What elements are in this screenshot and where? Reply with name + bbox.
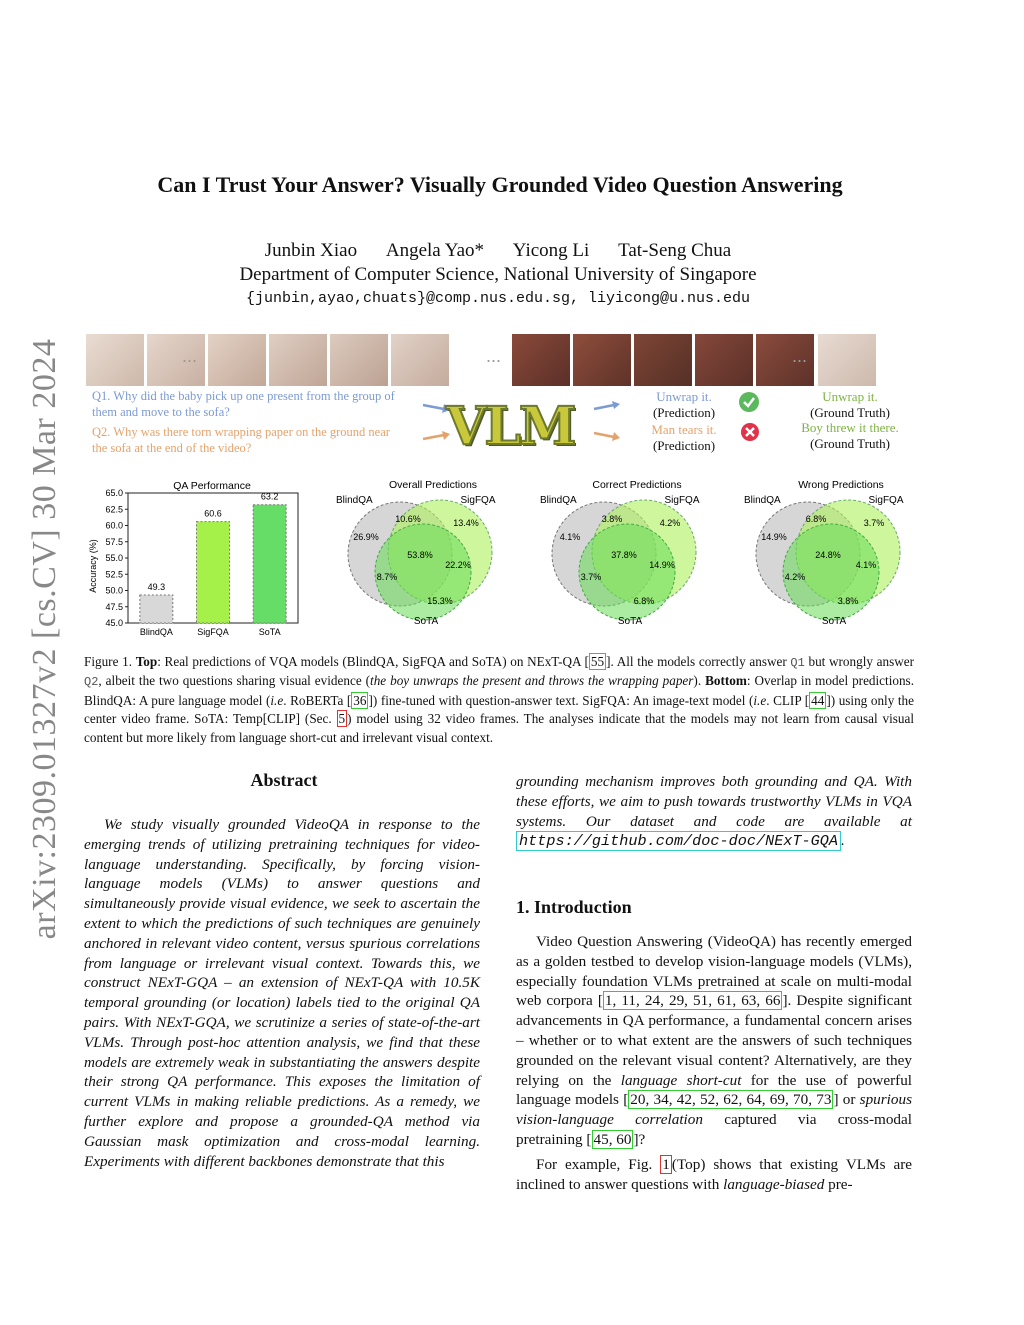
- citation-link[interactable]: 1, 11, 24, 29, 51, 61, 63, 66: [604, 992, 781, 1010]
- bar-value-label: 60.6: [204, 508, 222, 519]
- vlm-logo: VLM: [446, 396, 575, 457]
- video-frame: [512, 334, 570, 386]
- x-tick-label: SigFQA: [197, 627, 229, 637]
- venn-region-label: 3.8%: [601, 514, 623, 524]
- ground-truth-tag: (Ground Truth): [810, 404, 890, 420]
- venn-region-label: 14.9%: [649, 560, 675, 570]
- venn-region-label: 4.2%: [784, 572, 806, 582]
- abstract-heading: Abstract: [250, 770, 318, 790]
- caption-bold: Bottom: [705, 673, 747, 689]
- ellipsis: ...: [486, 346, 502, 366]
- venn-set-label: SoTA: [413, 616, 439, 627]
- intro-text: (Top) shows that existing VLMs are inclined to answer questions with: [516, 1156, 912, 1193]
- venn-region-label: 4.1%: [855, 560, 877, 570]
- x-tick-label: BlindQA: [139, 627, 173, 637]
- citation-link[interactable]: 20, 34, 42, 52, 62, 64, 69, 70, 73: [630, 1091, 832, 1109]
- caption-text: ]) fine-tuned with question-answer text. SigFQA: An image-text model (: [368, 692, 754, 708]
- video-frame: [269, 334, 327, 386]
- ground-truth-1-text: Unwrap it.: [822, 389, 878, 404]
- intro-text: For example, Fig.: [536, 1156, 661, 1173]
- prediction-2: [636, 422, 732, 453]
- ground-truth-1: [790, 389, 910, 420]
- y-tick-label: 57.5: [105, 536, 123, 547]
- author-name: Yicong Li: [512, 240, 590, 261]
- x-tick-label: SoTA: [258, 627, 281, 637]
- bar: [253, 505, 286, 623]
- prediction-2-text: Man tears it.: [651, 422, 717, 437]
- intro-text: ] or: [833, 1091, 860, 1109]
- venn-region-label: 3.8%: [837, 596, 859, 606]
- y-tick-label: 52.5: [105, 569, 123, 580]
- y-tick-label: 60.0: [105, 520, 123, 531]
- author-list: [0, 240, 996, 262]
- venn-set-label: SigFQA: [460, 495, 496, 506]
- caption-text: , albeit the two questions sharing visual evidence (: [98, 673, 371, 689]
- intro-paragraph-1: [516, 932, 912, 1150]
- caption-italic: the boy unwraps the present and throws the wrapping paper: [370, 673, 694, 689]
- citation-link[interactable]: 45, 60: [593, 1130, 632, 1148]
- y-tick-label: 65.0: [105, 488, 123, 498]
- output-arrows: [592, 395, 622, 445]
- author-name: Junbin Xiao: [264, 240, 358, 261]
- venn-set-label: BlindQA: [744, 495, 781, 506]
- intro-paragraph-2: [516, 1155, 912, 1195]
- caption-text: . RoBERTa [: [283, 692, 352, 708]
- bar: [140, 595, 173, 623]
- video-frame: [818, 334, 876, 386]
- author-name: Tat-Seng Chua: [618, 240, 732, 261]
- venn-title: Wrong Predictions: [798, 479, 884, 491]
- abstract-body: We study visually grounded VideoQA in response to the emerging trends of utilizing pretraining techniques for video-language understanding. Specifically, by forcing vision-language models (VLMs) to answer questions and simultaneously provide visual evidence, we seek to ascertain the extent to which the predictions of such techniques are genuinely anchored in relevant video content, versus spurious correlations from language or irrelevant visual context. Towards this, we construct NExT-GQA – an extension of NExT-QA with 10.5K temporal grounding (or location) labels tied to the original QA pairs. With NExT-GQA, we scrutinize a series of state-of-the-art VLMs. Through post-hoc attention analysis, we find that these models are extremely weak in substantiating the answers despite their strong QA performance. This exposes the limitation of current VLMs in making reliable predictions. As a remedy, we further explore and propose a grounded-QA method via Gaussian mask optimization and cross-modal learning. Experiments with different backbones demonstrate that this: [84, 816, 480, 1170]
- caption-text: : Overlap in model predictions. BlindQA: A pure language model (: [84, 673, 914, 708]
- caption-text: ]. All the models correctly answer: [606, 654, 791, 669]
- venn-region-label: 6.8%: [805, 514, 827, 524]
- author-name: Angela Yao*: [385, 240, 485, 261]
- venn-title: Overall Predictions: [388, 479, 478, 491]
- intro-text: pre-: [824, 1175, 853, 1193]
- citation-link[interactable]: 55: [590, 654, 605, 669]
- venn-region-label: 10.6%: [395, 514, 421, 524]
- venn-region-label: 13.4%: [453, 518, 479, 528]
- figure-link[interactable]: 1: [662, 1156, 670, 1173]
- y-tick-label: 50.0: [105, 585, 123, 596]
- video-frame: [208, 334, 266, 386]
- question-1: Q1. Why did the baby pick up one present from the group of them and move to the sofa?: [92, 389, 395, 419]
- qa-performance-chart: [84, 474, 304, 642]
- section-link[interactable]: 5: [338, 711, 346, 727]
- paper-title: Can I Trust Your Answer? Visually Grounded Video Question Answering: [157, 172, 843, 197]
- venn-region-label: 14.9%: [761, 532, 787, 542]
- bar-value-label: 63.2: [260, 491, 279, 502]
- ground-truth-2: [786, 420, 914, 451]
- arrow-out-2: [594, 433, 614, 437]
- arrow-q2: [423, 435, 444, 439]
- intro-text: captured via cross-modal pretraining [: [516, 1111, 912, 1148]
- ground-truth-2-text: Boy threw it there.: [801, 420, 899, 435]
- bar-value-label: 49.3: [147, 582, 166, 593]
- venn-region-label: 4.1%: [559, 532, 581, 542]
- venn-region-label: 37.8%: [611, 550, 637, 560]
- abstract-text: grounding mechanism improves both grounding and QA. With these efforts, we aim to push towards trustworthy VLMs in VQA systems. Our dataset and code are available at: [516, 773, 912, 830]
- venn-set-label: BlindQA: [336, 495, 373, 506]
- caption-label: Figure 1.: [84, 654, 132, 669]
- venn-region-label: 4.2%: [659, 518, 681, 528]
- bar: [197, 522, 230, 623]
- venn-set-label: SigFQA: [868, 495, 904, 506]
- prediction-tag: (Prediction): [652, 404, 716, 420]
- caption-italic: i.e: [753, 692, 767, 708]
- venn-correct: [534, 476, 724, 632]
- venn-region-label: 6.8%: [633, 596, 655, 606]
- intro-italic: spurious vision-language correlation: [516, 1091, 912, 1129]
- venn-region-label: 24.8%: [815, 550, 841, 560]
- venn-set-label: SoTA: [617, 616, 643, 627]
- prediction-tag: (Prediction): [652, 437, 716, 453]
- intro-text: ]. Despite significant advancements in QA performance, a fundamental concern arises – whether or to what extent are the answers of such techniques grounded on the relevant visual content? Alternatively, are they relying on the: [516, 992, 913, 1089]
- citation-link[interactable]: 44: [811, 692, 825, 708]
- intro-italic: language short-cut: [620, 1071, 742, 1089]
- caption-code: Q2: [84, 675, 99, 690]
- ground-truth-tag: (Ground Truth): [810, 435, 890, 451]
- venn-region-label: 53.8%: [407, 550, 433, 560]
- video-frame: [695, 334, 753, 386]
- abstract-continuation: grounding mechanism improves both grounding and QA. With these efforts, we aim to push towards trustworthy VLMs in VQA systems. Our dataset and code are available at https://github.com/doc-doc/NExT-GQA .: [516, 773, 912, 851]
- caption-text: ).: [693, 673, 706, 689]
- code-url-link[interactable]: https://github.com/doc-doc/NExT-GQA: [516, 831, 841, 851]
- caption-italic: i.e: [270, 692, 284, 708]
- question-2: Q2. Why was there torn wrapping paper on the ground near the sofa at the end of the video?: [92, 425, 390, 455]
- venn-region-label: 3.7%: [863, 518, 885, 528]
- ellipsis: ...: [182, 346, 198, 366]
- venn-region-label: 8.7%: [376, 572, 398, 582]
- arrow-out-1: [594, 405, 614, 409]
- video-frames-right: [818, 334, 876, 386]
- y-tick-label: 62.5: [105, 504, 123, 515]
- cross-icon: [740, 422, 760, 442]
- venn-set-label: SoTA: [821, 616, 847, 627]
- ellipsis: ...: [792, 346, 808, 366]
- caption-text: ) model using 32 video frames. The analyses indicate that the models may not learn from causal visual content but more likely from language short-cut and irrelevant visual context.: [84, 711, 915, 745]
- venn-overall: [330, 476, 520, 632]
- venn-region-label: 22.2%: [445, 560, 471, 570]
- venn-region-label: 3.7%: [580, 572, 602, 582]
- y-tick-label: 47.5: [105, 601, 123, 612]
- video-frames-mid: [208, 334, 449, 386]
- arxiv-identifier: arXiv:2309.01327v2 [cs.CV] 30 Mar 2024: [26, 338, 63, 940]
- prediction-1-text: Unwrap it.: [656, 389, 712, 404]
- video-frame: [573, 334, 631, 386]
- video-frame: [391, 334, 449, 386]
- arrow-head: [612, 401, 620, 409]
- video-frame: [330, 334, 388, 386]
- arrow-head: [612, 432, 620, 441]
- caption-text: . CLIP [: [766, 692, 810, 708]
- affiliation: Department of Computer Science, National University of Singapore: [239, 264, 757, 285]
- venn-region-label: 15.3%: [427, 596, 453, 606]
- intro-text: Video Question Answering (VideoQA) has recently emerged as a golden testbed to develop vision-language models (VLMs), especially foundation VLMs pretrained at scale on multi-modal web corpora [: [516, 933, 912, 1010]
- prediction-1: [636, 389, 732, 420]
- intro-text: ]?: [633, 1130, 646, 1148]
- intro-italic: language-biased: [723, 1175, 825, 1193]
- chart-ylabel: Accuracy (%): [88, 539, 98, 593]
- venn-set-label: BlindQA: [540, 495, 577, 506]
- video-frame: [634, 334, 692, 386]
- caption-code: Q1: [790, 656, 805, 670]
- video-frame: [86, 334, 144, 386]
- y-tick-label: 45.0: [105, 618, 123, 628]
- arrow-q1: [423, 405, 444, 409]
- venn-wrong: [738, 476, 928, 632]
- chart-title: QA Performance: [173, 480, 251, 492]
- caption-text: : Real predictions of VQA models (BlindQA, SigFQA and SoTA) on NExT-QA [: [157, 654, 589, 669]
- caption-bold: Top: [135, 654, 158, 669]
- caption-text: ]) using only the center video frame. SoTA: Temp[CLIP] (Sec.: [84, 692, 914, 727]
- y-tick-label: 55.0: [105, 553, 123, 563]
- introduction-heading: 1. Introduction: [516, 897, 632, 917]
- venn-region-label: 26.9%: [353, 532, 379, 542]
- video-frames-key: [512, 334, 814, 386]
- figure-caption: [84, 653, 914, 747]
- venn-title: Correct Predictions: [592, 479, 682, 491]
- check-icon: [738, 391, 760, 413]
- venn-set-label: SigFQA: [664, 495, 700, 506]
- author-emails: {junbin,ayao,chuats}@comp.nus.edu.sg, liyicong@u.nus.edu: [245, 290, 751, 307]
- citation-link[interactable]: 36: [353, 692, 367, 708]
- caption-text: but wrongly answer: [804, 654, 914, 669]
- intro-text: for the use of powerful language models [: [516, 1071, 913, 1109]
